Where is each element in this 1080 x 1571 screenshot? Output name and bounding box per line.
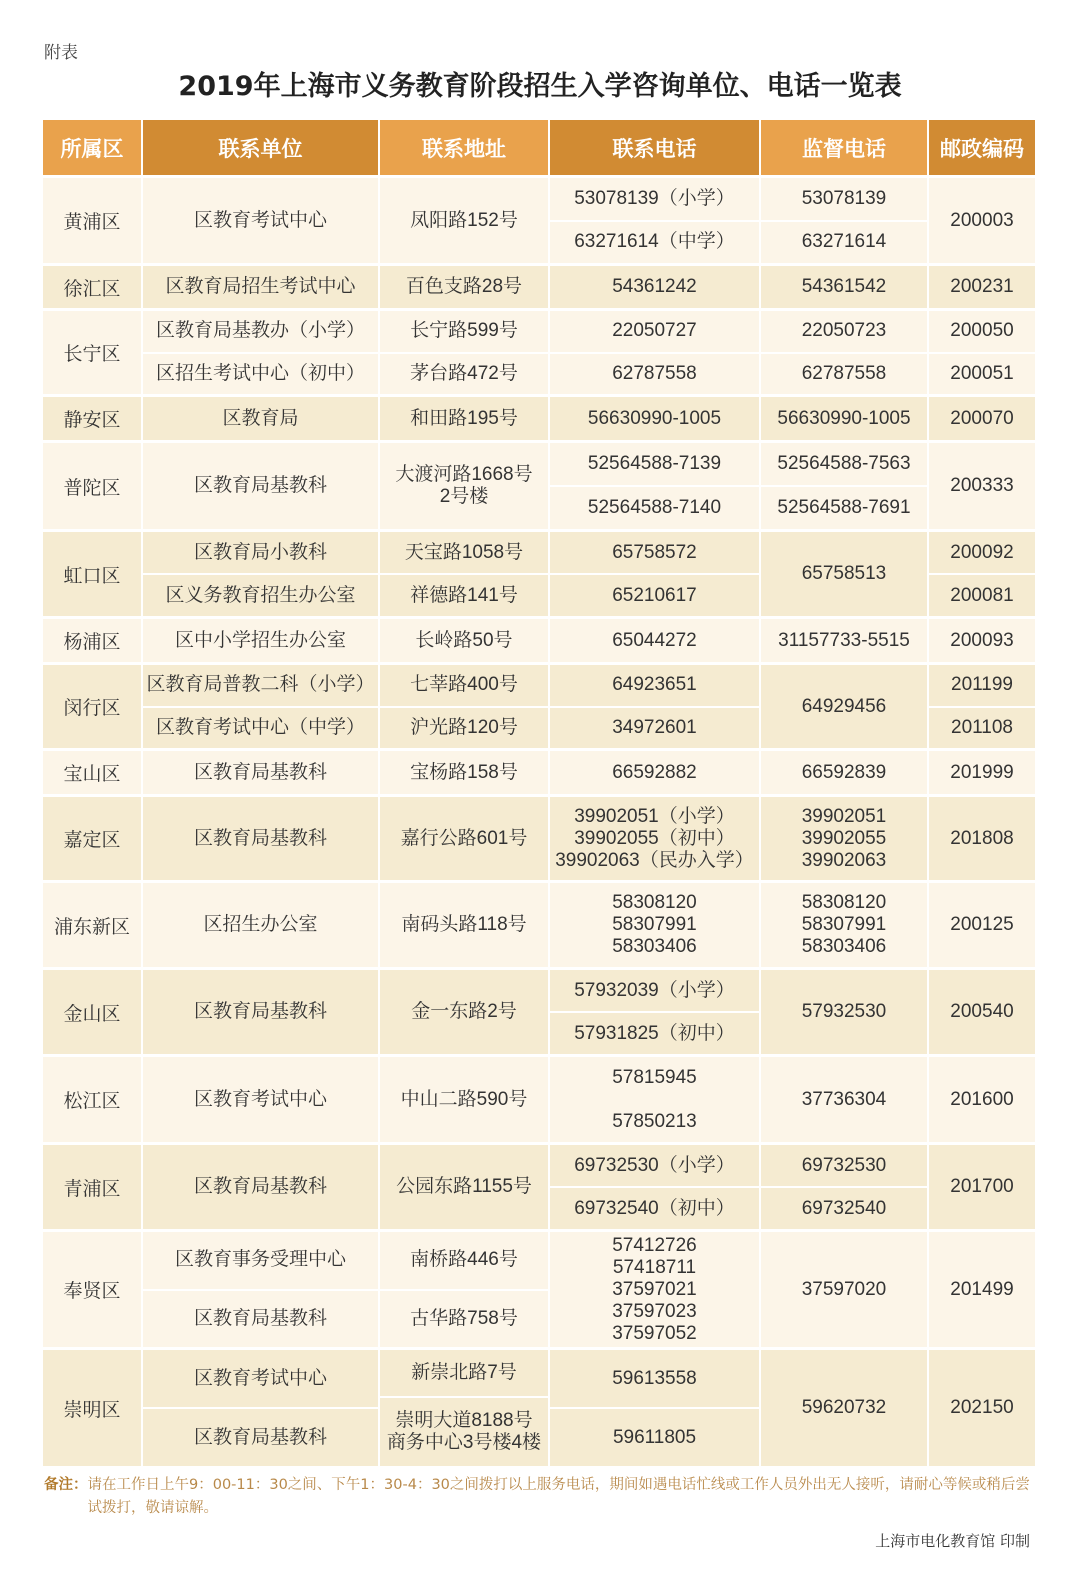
address-text: 茅台路472号 [380, 352, 548, 395]
phone-text: 56630990-1005 [587, 407, 722, 429]
postcode-cell [928, 1231, 1036, 1349]
phone-cell [549, 969, 760, 1056]
district-cell: 虹口区 [43, 531, 142, 618]
unit-text: 区教育局普教二科（小学） [146, 674, 375, 696]
district-cell: 杨浦区 [43, 618, 142, 664]
table-row [43, 310, 1036, 396]
table-row [43, 1056, 1036, 1144]
unit-text: 区教育局 [222, 407, 299, 429]
footnote [44, 1474, 1039, 1520]
supervise-phone-cell [760, 310, 928, 396]
supervise-phone-text: 69732530 [801, 1154, 887, 1176]
phone-cell [549, 796, 760, 882]
supervise-phone-text: 54361542 [801, 276, 887, 297]
phone-text: 59611805 [550, 1407, 759, 1466]
district-cell: 青浦区 [43, 1144, 142, 1231]
unit-cell [142, 531, 379, 618]
address-text: 天宝路1058号 [404, 541, 524, 563]
postcode-cell [928, 618, 1036, 664]
header-unit: 联系单位 [142, 120, 379, 177]
supervise-phone-cell [760, 1056, 928, 1144]
unit-text: 区教育局基教科 [193, 1001, 327, 1022]
unit-cell [142, 1349, 379, 1467]
supervise-phone-text: 59620732 [801, 1397, 887, 1418]
phone-cell [549, 396, 760, 442]
phone-text: 57815945 57850213 [612, 1066, 697, 1132]
unit-cell [142, 796, 379, 882]
supervise-phone-cell [760, 531, 928, 618]
unit-cell [142, 1056, 379, 1144]
postcode-cell [928, 1144, 1036, 1231]
phone-cell [549, 310, 760, 396]
document-title: 2019年上海市义务教育阶段招生入学咨询单位、电话一览表 [178, 71, 902, 102]
table-row [43, 1231, 1036, 1349]
phone-text: 52564588-7140 [550, 485, 759, 529]
supervise-phone-text: 69732540 [761, 1186, 927, 1229]
postcode-cell [928, 750, 1036, 796]
supervise-phone-cell [760, 882, 928, 969]
supervise-phone-text: 63271614 [761, 220, 927, 264]
phone-text: 65044272 [612, 629, 697, 651]
address-text: 沪光路120号 [380, 706, 548, 749]
address-text: 金一东路2号 [411, 1001, 517, 1022]
table-row [43, 618, 1036, 664]
table-row [43, 1144, 1036, 1231]
phone-text: 65210617 [550, 573, 759, 616]
phone-cell [549, 618, 760, 664]
supervise-phone-text: 64929456 [801, 695, 887, 717]
phone-text: 58308120 58307991 58303406 [612, 892, 697, 957]
phone-cell [549, 177, 760, 265]
phone-text: 39902051（小学） 39902055（初中） 39902063（民办入学） [555, 805, 754, 871]
district-cell: 普陀区 [43, 442, 142, 531]
supervise-phone-cell [760, 265, 928, 310]
postcode-cell [928, 442, 1036, 531]
supervise-phone-cell [760, 750, 928, 796]
district-cell: 奉贤区 [43, 1231, 142, 1349]
phone-text: 65758572 [612, 541, 697, 563]
address-cell [379, 1144, 549, 1231]
table-row [43, 796, 1036, 882]
postcode-text: 200081 [929, 573, 1035, 616]
table-row [43, 750, 1036, 796]
table-row [43, 882, 1036, 969]
unit-cell [142, 1144, 379, 1231]
header-supervise-phone: 监督电话 [760, 120, 928, 177]
address-cell [379, 1056, 549, 1144]
postcode-text: 200125 [950, 914, 1014, 935]
footnote-label: 备注： [44, 1477, 88, 1493]
postcode-text: 200051 [929, 352, 1035, 395]
supervise-phone-text: 66592839 [801, 761, 887, 783]
supervise-phone-cell [760, 969, 928, 1056]
phone-cell [549, 1056, 760, 1144]
unit-text: 区教育局基教科 [193, 1176, 327, 1197]
supervise-phone-cell [760, 618, 928, 664]
address-text: 新崇北路7号 [411, 1362, 517, 1383]
supervise-phone-text: 52564588-7563 [777, 453, 911, 474]
postcode-text: 201499 [950, 1278, 1014, 1300]
unit-text: 区教育局小教科 [193, 541, 327, 563]
supervise-phone-cell [760, 664, 928, 750]
address-cell [379, 442, 549, 531]
address-text: 嘉行公路601号 [400, 827, 528, 849]
phone-cell [549, 1144, 760, 1231]
table-row [43, 531, 1036, 618]
postcode-text: 202150 [950, 1397, 1014, 1418]
postcode-cell [928, 969, 1036, 1056]
address-text: 长宁路599号 [410, 320, 518, 342]
phone-cell [549, 750, 760, 796]
unit-cell [142, 177, 379, 265]
phone-text: 69732530（小学） [574, 1154, 735, 1176]
unit-text: 区招生考试中心（初中） [143, 352, 378, 395]
phone-cell [549, 1231, 760, 1349]
unit-cell [142, 442, 379, 531]
supervise-phone-cell [760, 396, 928, 442]
postcode-text: 201108 [929, 706, 1035, 749]
postcode-text: 201808 [950, 827, 1014, 849]
phone-text: 34972601 [550, 706, 759, 749]
district-cell: 徐汇区 [43, 265, 142, 310]
district-cell: 嘉定区 [43, 796, 142, 882]
postcode-text: 201700 [950, 1176, 1014, 1197]
phone-cell [549, 664, 760, 750]
phone-text: 59613558 [612, 1367, 697, 1389]
postcode-cell [928, 265, 1036, 310]
footnote-text: 请在工作日上午9：00-11：30之间、下午1：30-4：30之间拨打以上服务电话，期间如遇电话忙线或工作人员外出无人接听，请耐心等候或稍后尝试拨打，敬请谅解。 [87, 1477, 1030, 1516]
unit-text: 区教育局基教办（小学） [155, 320, 365, 342]
unit-text: 区教育局基教科 [193, 761, 327, 783]
district-cell: 金山区 [43, 969, 142, 1056]
postcode-text: 201199 [951, 674, 1013, 696]
supervise-phone-text: 58308120 58307991 58303406 [801, 892, 887, 957]
district-cell: 长宁区 [43, 310, 142, 396]
table-row [43, 177, 1036, 265]
district-cell: 黄浦区 [43, 177, 142, 265]
address-cell [379, 531, 549, 618]
phone-cell [549, 531, 760, 618]
phone-cell [549, 882, 760, 969]
address-text: 公园东路1155号 [396, 1176, 532, 1197]
address-cell [379, 177, 549, 265]
phone-text: 64923651 [612, 674, 697, 696]
table-row [43, 1349, 1036, 1467]
address-cell [379, 396, 549, 442]
postcode-text: 201600 [950, 1088, 1014, 1110]
attachment-label: 附表 [44, 43, 78, 63]
address-cell [379, 796, 549, 882]
supervise-phone-text: 56630990-1005 [777, 407, 911, 429]
district-cell: 闵行区 [43, 664, 142, 750]
unit-text: 区教育考试中心 [193, 1088, 327, 1110]
phone-text: 66592882 [612, 761, 697, 783]
address-text: 凤阳路152号 [410, 209, 518, 231]
postcode-cell [928, 882, 1036, 969]
contact-table [43, 120, 1037, 1466]
unit-cell [142, 265, 379, 310]
supervise-phone-text: 65758513 [801, 563, 887, 584]
postcode-cell [928, 310, 1036, 396]
address-text: 和田路195号 [410, 407, 518, 429]
address-cell [379, 265, 549, 310]
postcode-text: 200070 [950, 407, 1014, 429]
district-cell: 静安区 [43, 396, 142, 442]
address-text: 百色支路28号 [405, 276, 523, 297]
supervise-phone-cell [760, 796, 928, 882]
table-row [43, 265, 1036, 310]
unit-text: 区教育局基教科 [143, 1407, 378, 1466]
unit-text: 区教育局基教科 [193, 827, 327, 849]
phone-text: 57931825（初中） [550, 1011, 759, 1054]
postcode-cell [928, 177, 1036, 265]
phone-text: 52564588-7139 [587, 453, 722, 474]
unit-text: 区教育局招生考试中心 [165, 276, 356, 297]
phone-cell [549, 265, 760, 310]
address-text: 长岭路50号 [415, 629, 513, 651]
unit-text: 区教育考试中心 [193, 1367, 327, 1389]
address-text: 祥德路141号 [380, 573, 548, 616]
address-cell [379, 1349, 549, 1467]
printer-credit: 上海市电化教育馆 印制 [875, 1532, 1030, 1550]
unit-text: 区中小学招生办公室 [174, 629, 346, 651]
postcode-text: 200333 [950, 475, 1014, 496]
table-row [43, 664, 1036, 750]
unit-text: 区义务教育招生办公室 [143, 573, 378, 616]
phone-cell [549, 442, 760, 531]
address-text: 七莘路400号 [410, 674, 518, 696]
address-text: 南桥路446号 [410, 1249, 518, 1271]
unit-text: 区教育考试中心 [193, 209, 327, 231]
phone-text: 53078139（小学） [574, 187, 735, 209]
unit-cell [142, 1231, 379, 1349]
postcode-text: 200092 [950, 541, 1014, 563]
postcode-text: 200003 [950, 209, 1014, 231]
unit-cell [142, 310, 379, 396]
postcode-cell [928, 1056, 1036, 1144]
postcode-cell [928, 1349, 1036, 1467]
unit-cell [142, 750, 379, 796]
address-cell [379, 664, 549, 750]
address-text: 宝杨路158号 [410, 761, 518, 783]
supervise-phone-text: 37597020 [801, 1278, 887, 1300]
address-text: 古华路758号 [380, 1289, 548, 1348]
phone-text: 69732540（初中） [550, 1186, 759, 1229]
address-cell [379, 310, 549, 396]
address-cell [379, 618, 549, 664]
unit-cell [142, 396, 379, 442]
unit-text: 区教育局基教科 [143, 1289, 378, 1348]
supervise-phone-cell [760, 1349, 928, 1467]
district-cell: 崇明区 [43, 1349, 142, 1467]
supervise-phone-text: 52564588-7691 [761, 485, 927, 529]
supervise-phone-cell [760, 1144, 928, 1231]
supervise-phone-text: 57932530 [801, 1001, 887, 1022]
header-district: 所属区 [43, 120, 142, 177]
supervise-phone-cell [760, 177, 928, 265]
postcode-text: 200093 [950, 629, 1014, 651]
header-phone: 联系电话 [549, 120, 760, 177]
postcode-text: 200540 [950, 1001, 1014, 1022]
postcode-text: 200050 [950, 320, 1014, 342]
district-cell: 松江区 [43, 1056, 142, 1144]
table-row [43, 442, 1036, 531]
unit-cell [142, 664, 379, 750]
table-row [43, 969, 1036, 1056]
postcode-cell [928, 396, 1036, 442]
address-text: 大渡河路1668号 2号楼 [395, 464, 533, 507]
unit-text: 区招生办公室 [203, 914, 318, 935]
supervise-phone-cell [760, 1231, 928, 1349]
address-cell [379, 1231, 549, 1349]
unit-text: 区教育考试中心（中学） [143, 706, 378, 749]
supervise-phone-text: 31157733-5515 [778, 629, 910, 651]
supervise-phone-text: 22050723 [801, 320, 887, 342]
address-text: 崇明大道8188号 商务中心3号楼4楼 [380, 1396, 548, 1466]
phone-text: 22050727 [612, 320, 697, 342]
phone-text: 57932039（小学） [574, 979, 735, 1001]
supervise-phone-text: 53078139 [801, 187, 887, 209]
phone-text: 62787558 [550, 352, 759, 395]
supervise-phone-text: 37736304 [801, 1088, 887, 1110]
unit-cell [142, 882, 379, 969]
district-cell: 浦东新区 [43, 882, 142, 969]
header-postcode: 邮政编码 [928, 120, 1036, 177]
unit-text: 区教育局基教科 [193, 475, 327, 496]
phone-cell [549, 1349, 760, 1467]
phone-text: 63271614（中学） [550, 220, 759, 264]
header-address: 联系地址 [379, 120, 549, 177]
address-text: 中山二路590号 [400, 1088, 528, 1110]
postcode-text: 201999 [950, 761, 1014, 783]
address-cell [379, 750, 549, 796]
address-cell [379, 882, 549, 969]
phone-text: 57412726 57418711 37597021 37597023 37597052 [612, 1234, 697, 1344]
postcode-cell [928, 531, 1036, 618]
unit-cell [142, 969, 379, 1056]
supervise-phone-text: 62787558 [761, 352, 927, 395]
table-row [43, 396, 1036, 442]
district-cell: 宝山区 [43, 750, 142, 796]
postcode-cell [928, 664, 1036, 750]
postcode-text: 200231 [950, 276, 1014, 297]
address-text: 南码头路118号 [401, 914, 527, 935]
postcode-cell [928, 796, 1036, 882]
unit-text: 区教育事务受理中心 [174, 1249, 346, 1271]
supervise-phone-cell [760, 442, 928, 531]
supervise-phone-text: 39902051 39902055 39902063 [801, 805, 887, 871]
address-cell [379, 969, 549, 1056]
table-header-row [43, 120, 1036, 177]
unit-cell [142, 618, 379, 664]
phone-text: 54361242 [612, 276, 697, 297]
